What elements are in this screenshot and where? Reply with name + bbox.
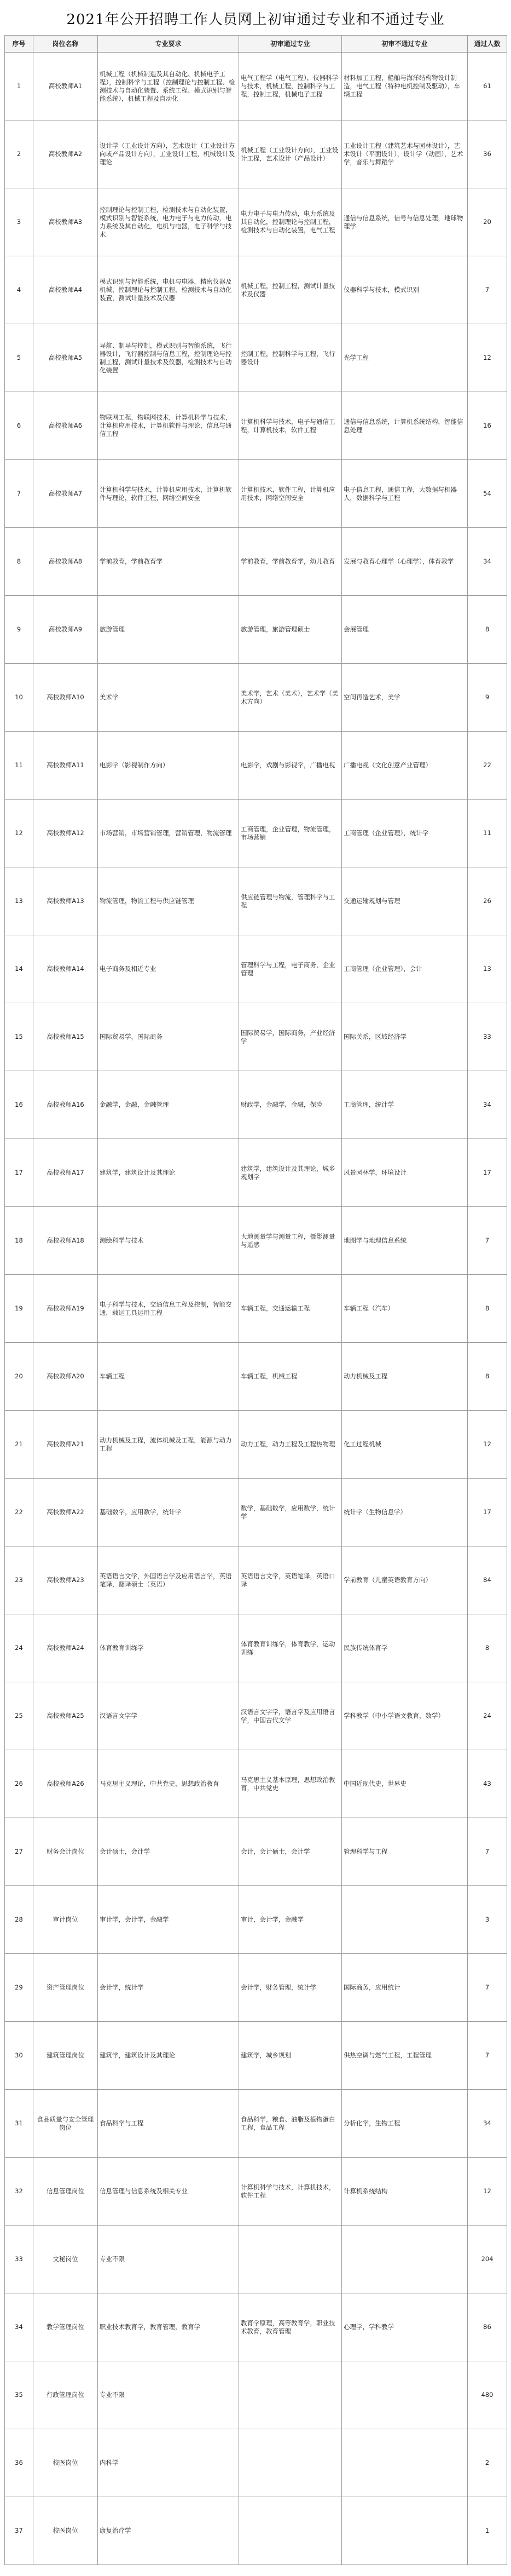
post-name: 高校教师A13 bbox=[33, 867, 98, 935]
row-index: 11 bbox=[5, 732, 33, 800]
post-name: 校医岗位 bbox=[33, 2497, 98, 2565]
table-row bbox=[5, 2090, 507, 2158]
failed-majors: 光学工程 bbox=[342, 324, 468, 392]
pass-count: 34 bbox=[468, 528, 507, 596]
major-requirement: 美术学 bbox=[98, 664, 239, 732]
major-requirement: 内科学 bbox=[98, 2429, 239, 2497]
major-requirement: 机械工程（机械制造及其自动化、机械电子工程），控制科学与工程（控制理论与控制工程、检测技术与自动化装置、系统工程、模式识别与智能系统），机械工程及自动化 bbox=[98, 53, 239, 120]
row-index: 22 bbox=[5, 1479, 33, 1546]
passed-majors: 体育教育训练学，体育教学，运动训练 bbox=[239, 1614, 342, 1682]
row-index: 33 bbox=[5, 2226, 33, 2293]
passed-majors bbox=[239, 2429, 342, 2497]
post-name: 建筑管理岗位 bbox=[33, 2022, 98, 2090]
major-requirement: 信息管理与信息系统及相关专业 bbox=[98, 2158, 239, 2226]
row-index: 32 bbox=[5, 2158, 33, 2226]
pass-count: 12 bbox=[468, 324, 507, 392]
passed-majors: 数学，基础数学，应用数学，统计学 bbox=[239, 1479, 342, 1546]
passed-majors: 大地测量学与测量工程，摄影测量与遥感 bbox=[239, 1207, 342, 1275]
table-row bbox=[5, 324, 507, 392]
passed-majors: 机械工程（工业设计方向），工业设计工程，艺术设计（产品设计） bbox=[239, 120, 342, 188]
major-requirement: 市场营销，市场营销管理，营销管理，物流管理 bbox=[98, 800, 239, 867]
row-index: 1 bbox=[5, 53, 33, 120]
failed-majors: 供热空调与燃气工程，工程管理 bbox=[342, 2022, 468, 2090]
results-table bbox=[4, 35, 507, 2565]
major-requirement: 食品科学与工程 bbox=[98, 2090, 239, 2158]
table-row bbox=[5, 1071, 507, 1139]
passed-majors: 电影学，戏剧与影视学，广播电视 bbox=[239, 732, 342, 800]
pass-count: 8 bbox=[468, 1614, 507, 1682]
row-index: 36 bbox=[5, 2429, 33, 2497]
post-name: 高校教师A18 bbox=[33, 1207, 98, 1275]
table-row bbox=[5, 1546, 507, 1614]
major-requirement: 会计硕士，会计学 bbox=[98, 1818, 239, 1886]
failed-majors: 动力机械及工程 bbox=[342, 1343, 468, 1411]
passed-majors: 供应链管理与物流，管理科学与工程 bbox=[239, 867, 342, 935]
passed-majors: 车辆工程，机械工程 bbox=[239, 1343, 342, 1411]
major-requirement: 金融学，金融，金融管理 bbox=[98, 1071, 239, 1139]
table-row bbox=[5, 2497, 507, 2565]
post-name: 高校教师A9 bbox=[33, 596, 98, 664]
failed-majors: 地图学与地理信息系统 bbox=[342, 1207, 468, 1275]
post-name: 财务会计岗位 bbox=[33, 1818, 98, 1886]
row-index: 14 bbox=[5, 935, 33, 1003]
table-row bbox=[5, 1411, 507, 1479]
table-row bbox=[5, 2022, 507, 2090]
pass-count: 34 bbox=[468, 2090, 507, 2158]
major-requirement: 专业不限 bbox=[98, 2226, 239, 2293]
row-index: 17 bbox=[5, 1139, 33, 1207]
passed-majors: 学前教育，学前教育学，幼儿教育 bbox=[239, 528, 342, 596]
page-title: 2021年公开招聘工作人员网上初审通过专业和不通过专业 bbox=[66, 12, 445, 28]
passed-majors: 电气工程学（电气工程），仪器科学与技术，机械工程，控制科学与工程，控制工程，机械电子工程 bbox=[239, 53, 342, 120]
major-requirement: 旅游管理 bbox=[98, 596, 239, 664]
major-requirement: 基础数学，应用数学，统计学 bbox=[98, 1479, 239, 1546]
post-name: 高校教师A2 bbox=[33, 120, 98, 188]
failed-majors: 工商管理（企业管理），统计学 bbox=[342, 800, 468, 867]
pass-count: 26 bbox=[468, 867, 507, 935]
failed-majors: 广播电视（文化创意产业管理） bbox=[342, 732, 468, 800]
row-index: 20 bbox=[5, 1343, 33, 1411]
row-index: 26 bbox=[5, 1750, 33, 1818]
header-passed-majors: 初审通过专业 bbox=[239, 36, 342, 53]
table-row bbox=[5, 2158, 507, 2226]
table-row bbox=[5, 664, 507, 732]
pass-count: 34 bbox=[468, 1071, 507, 1139]
table-row bbox=[5, 732, 507, 800]
passed-majors: 食品科学，粮食、油脂及植物蛋白工程，食品工程 bbox=[239, 2090, 342, 2158]
pass-count: 9 bbox=[468, 664, 507, 732]
table-row bbox=[5, 1275, 507, 1343]
post-name: 高校教师A8 bbox=[33, 528, 98, 596]
failed-majors: 计算机系统结构 bbox=[342, 2158, 468, 2226]
failed-majors bbox=[342, 1886, 468, 1954]
major-requirement: 电影学（影视制作方向） bbox=[98, 732, 239, 800]
table-row bbox=[5, 256, 507, 324]
major-requirement: 国际贸易学，国际商务 bbox=[98, 1003, 239, 1071]
post-name: 高校教师A11 bbox=[33, 732, 98, 800]
table-row bbox=[5, 2429, 507, 2497]
pass-count: 54 bbox=[468, 460, 507, 528]
pass-count: 7 bbox=[468, 2022, 507, 2090]
post-name: 高校教师A25 bbox=[33, 1682, 98, 1750]
failed-majors: 材料加工工程，船舶与海洋结构物设计制造，电气工程（特种电机控制及驱动），车辆工程 bbox=[342, 53, 468, 120]
failed-majors: 工商管理，统计学 bbox=[342, 1071, 468, 1139]
failed-majors: 民族传统体育学 bbox=[342, 1614, 468, 1682]
row-index: 5 bbox=[5, 324, 33, 392]
post-name: 高校教师A24 bbox=[33, 1614, 98, 1682]
row-index: 15 bbox=[5, 1003, 33, 1071]
passed-majors: 美术学，艺术（美术），艺术学（美术方向） bbox=[239, 664, 342, 732]
pass-count: 480 bbox=[468, 2361, 507, 2429]
pass-count: 11 bbox=[468, 800, 507, 867]
row-index: 6 bbox=[5, 392, 33, 460]
row-index: 37 bbox=[5, 2497, 33, 2565]
post-name: 高校教师A3 bbox=[33, 188, 98, 256]
table-row bbox=[5, 1479, 507, 1546]
failed-majors bbox=[342, 2226, 468, 2293]
failed-majors: 通信与信息系统，信号与信息处理，地球物理学 bbox=[342, 188, 468, 256]
row-index: 31 bbox=[5, 2090, 33, 2158]
row-index: 30 bbox=[5, 2022, 33, 2090]
major-requirement: 审计学，会计学，金融学 bbox=[98, 1886, 239, 1954]
post-name: 文秘岗位 bbox=[33, 2226, 98, 2293]
table-row bbox=[5, 1818, 507, 1886]
table-row bbox=[5, 1343, 507, 1411]
failed-majors: 发展与教育心理学（心理学），体育教学 bbox=[342, 528, 468, 596]
pass-count: 7 bbox=[468, 1954, 507, 2022]
header-index: 序号 bbox=[5, 36, 33, 53]
post-name: 高校教师A16 bbox=[33, 1071, 98, 1139]
header-requirement: 专业要求 bbox=[98, 36, 239, 53]
table-row bbox=[5, 1682, 507, 1750]
passed-majors: 财政学，金融学，金融，保险 bbox=[239, 1071, 342, 1139]
failed-majors bbox=[342, 2361, 468, 2429]
failed-majors: 风景园林学，环境设计 bbox=[342, 1139, 468, 1207]
post-name: 高校教师A5 bbox=[33, 324, 98, 392]
pass-count: 20 bbox=[468, 188, 507, 256]
major-requirement: 职业技术教育学，教育管理，教育学 bbox=[98, 2293, 239, 2361]
table-row bbox=[5, 460, 507, 528]
pass-count: 1 bbox=[468, 2497, 507, 2565]
major-requirement: 专业不限 bbox=[98, 2361, 239, 2429]
row-index: 19 bbox=[5, 1275, 33, 1343]
pass-count: 3 bbox=[468, 1886, 507, 1954]
major-requirement: 体育教育训练学 bbox=[98, 1614, 239, 1682]
major-requirement: 建筑学，建筑设计及其理论 bbox=[98, 2022, 239, 2090]
passed-majors: 建筑学，城乡规划 bbox=[239, 2022, 342, 2090]
row-index: 4 bbox=[5, 256, 33, 324]
failed-majors: 国际商务，应用统计 bbox=[342, 1954, 468, 2022]
table-row bbox=[5, 1003, 507, 1071]
failed-majors: 会展管理 bbox=[342, 596, 468, 664]
failed-majors bbox=[342, 2497, 468, 2565]
major-requirement: 导航、制导与控制，模式识别与智能系统，飞行器设计，飞行器控制与信息工程，控制理论与控制工程，测试计量技术及仪器，检测技术与自动化装置 bbox=[98, 324, 239, 392]
row-index: 29 bbox=[5, 1954, 33, 2022]
failed-majors: 仪器科学与技术，模式识别 bbox=[342, 256, 468, 324]
passed-majors bbox=[239, 2497, 342, 2565]
major-requirement: 控制理论与控制工程，检测技术与自动化装置，模式识别与智能系统，电力电子与电力传动，电力系统及其自动化，电机与电器，电子科学与技术 bbox=[98, 188, 239, 256]
post-name: 高校教师A26 bbox=[33, 1750, 98, 1818]
major-requirement: 测绘科学与技术 bbox=[98, 1207, 239, 1275]
table-body bbox=[5, 53, 507, 2565]
row-index: 10 bbox=[5, 664, 33, 732]
passed-majors: 计算机技术，软件工程，计算机应用技术，网络空间安全 bbox=[239, 460, 342, 528]
row-index: 24 bbox=[5, 1614, 33, 1682]
post-name: 高校教师A14 bbox=[33, 935, 98, 1003]
post-name: 信息管理岗位 bbox=[33, 2158, 98, 2226]
passed-majors: 会计，会计硕士，会计学 bbox=[239, 1818, 342, 1886]
failed-majors: 分析化学，生物工程 bbox=[342, 2090, 468, 2158]
row-index: 12 bbox=[5, 800, 33, 867]
pass-count: 13 bbox=[468, 935, 507, 1003]
post-name: 高校教师A12 bbox=[33, 800, 98, 867]
pass-count: 17 bbox=[468, 1139, 507, 1207]
major-requirement: 计算机科学与技术，计算机应用技术，计算机软件与理论，软件工程，网络空间安全 bbox=[98, 460, 239, 528]
post-name: 高校教师A17 bbox=[33, 1139, 98, 1207]
major-requirement: 动力机械及工程，流体机械及工程，能源与动力工程 bbox=[98, 1411, 239, 1479]
row-index: 27 bbox=[5, 1818, 33, 1886]
row-index: 23 bbox=[5, 1546, 33, 1614]
passed-majors: 建筑学，建筑设计及其理论，城乡规划学 bbox=[239, 1139, 342, 1207]
header-failed-majors: 初审不通过专业 bbox=[342, 36, 468, 53]
passed-majors: 机械工程，控制工程，测试计量技术及仪器 bbox=[239, 256, 342, 324]
table-row bbox=[5, 800, 507, 867]
pass-count: 84 bbox=[468, 1546, 507, 1614]
major-requirement: 电子科学与技术，交通信息工程及控制，智能交通，载运工具运用工程 bbox=[98, 1275, 239, 1343]
passed-majors: 车辆工程，交通运输工程 bbox=[239, 1275, 342, 1343]
pass-count: 24 bbox=[468, 1682, 507, 1750]
major-requirement: 建筑学，建筑设计及其理论 bbox=[98, 1139, 239, 1207]
major-requirement: 设计学（工业设计方向），艺术设计（工业设计方向或产品设计方向），工业设计工程，机械设计及理论 bbox=[98, 120, 239, 188]
failed-majors: 学科教学（中小学语文教育，数学） bbox=[342, 1682, 468, 1750]
pass-count: 12 bbox=[468, 1411, 507, 1479]
table-row bbox=[5, 867, 507, 935]
failed-majors: 统计学（生物信息学） bbox=[342, 1479, 468, 1546]
failed-majors: 国际关系，区域经济学 bbox=[342, 1003, 468, 1071]
post-name: 高校教师A20 bbox=[33, 1343, 98, 1411]
passed-majors: 工商管理，企业管理，物流管理，市场营销 bbox=[239, 800, 342, 867]
passed-majors: 审计，会计学，金融学 bbox=[239, 1886, 342, 1954]
pass-count: 33 bbox=[468, 1003, 507, 1071]
post-name: 高校教师A23 bbox=[33, 1546, 98, 1614]
failed-majors: 学前教育（儿童英语教育方向） bbox=[342, 1546, 468, 1614]
passed-majors: 管理科学与工程，电子商务，企业管理 bbox=[239, 935, 342, 1003]
table-row bbox=[5, 1614, 507, 1682]
passed-majors: 旅游管理，旅游管理硕士 bbox=[239, 596, 342, 664]
table-row bbox=[5, 53, 507, 120]
table-row bbox=[5, 1750, 507, 1818]
failed-majors: 管理科学与工程 bbox=[342, 1818, 468, 1886]
major-requirement: 电子商务及相近专业 bbox=[98, 935, 239, 1003]
table-row bbox=[5, 528, 507, 596]
pass-count: 36 bbox=[468, 120, 507, 188]
table-row bbox=[5, 935, 507, 1003]
major-requirement: 会计学，统计学 bbox=[98, 1954, 239, 2022]
post-name: 高校教师A10 bbox=[33, 664, 98, 732]
major-requirement: 康复治疗学 bbox=[98, 2497, 239, 2565]
pass-count: 17 bbox=[468, 1479, 507, 1546]
major-requirement: 英语语言文学，外国语言学及应用语言学，英语笔译，翻译硕士（英语） bbox=[98, 1546, 239, 1614]
post-name: 教学管理岗位 bbox=[33, 2293, 98, 2361]
row-index: 25 bbox=[5, 1682, 33, 1750]
pass-count: 86 bbox=[468, 2293, 507, 2361]
table-row bbox=[5, 1954, 507, 2022]
header-post: 岗位名称 bbox=[33, 36, 98, 53]
pass-count: 204 bbox=[468, 2226, 507, 2293]
passed-majors: 计算机科学与技术，计算机技术，软件工程 bbox=[239, 2158, 342, 2226]
failed-majors: 化工过程机械 bbox=[342, 1411, 468, 1479]
table-row bbox=[5, 1139, 507, 1207]
post-name: 高校教师A1 bbox=[33, 53, 98, 120]
table-header-row bbox=[5, 36, 507, 53]
row-index: 28 bbox=[5, 1886, 33, 1954]
pass-count: 16 bbox=[468, 392, 507, 460]
passed-majors bbox=[239, 2226, 342, 2293]
row-index: 3 bbox=[5, 188, 33, 256]
post-name: 高校教师A7 bbox=[33, 460, 98, 528]
pass-count: 7 bbox=[468, 1818, 507, 1886]
passed-majors: 动力工程，动力工程及工程热物理 bbox=[239, 1411, 342, 1479]
passed-majors: 控制工程，控制科学与工程，飞行器设计 bbox=[239, 324, 342, 392]
passed-majors: 电力电子与电力传动，电力系统及其自动化，控制理论与控制工程，检测技术与自动化装置，电气工程 bbox=[239, 188, 342, 256]
table-row bbox=[5, 596, 507, 664]
passed-majors bbox=[239, 2361, 342, 2429]
pass-count: 2 bbox=[468, 2429, 507, 2497]
row-index: 35 bbox=[5, 2361, 33, 2429]
table-row bbox=[5, 120, 507, 188]
row-index: 21 bbox=[5, 1411, 33, 1479]
post-name: 食品质量与安全管理岗位 bbox=[33, 2090, 98, 2158]
table-row bbox=[5, 188, 507, 256]
pass-count: 61 bbox=[468, 53, 507, 120]
failed-majors: 交通运输规划与管理 bbox=[342, 867, 468, 935]
major-requirement: 汉语言文字学 bbox=[98, 1682, 239, 1750]
table-row bbox=[5, 1886, 507, 1954]
post-name: 行政管理岗位 bbox=[33, 2361, 98, 2429]
major-requirement: 模式识别与智能系统，电机与电器，精密仪器及机械，控制理论与控制工程，检测技术与自动化装置，测试计量技术及仪器 bbox=[98, 256, 239, 324]
failed-majors: 车辆工程（汽车） bbox=[342, 1275, 468, 1343]
passed-majors: 马克思主义基本原理，思想政治教育，中共党史 bbox=[239, 1750, 342, 1818]
post-name: 审计岗位 bbox=[33, 1886, 98, 1954]
failed-majors: 电子信息工程，通信工程，大数据与机器人，数据科学与工程 bbox=[342, 460, 468, 528]
post-name: 高校教师A15 bbox=[33, 1003, 98, 1071]
major-requirement: 物流管理，物流工程与供应链管理 bbox=[98, 867, 239, 935]
table-row bbox=[5, 2361, 507, 2429]
header-pass-count: 通过人数 bbox=[468, 36, 507, 53]
row-index: 8 bbox=[5, 528, 33, 596]
failed-majors bbox=[342, 2429, 468, 2497]
row-index: 13 bbox=[5, 867, 33, 935]
major-requirement: 学前教育，学前教育学 bbox=[98, 528, 239, 596]
failed-majors: 空间再造艺术，美学 bbox=[342, 664, 468, 732]
passed-majors: 英语语言文学，英语笔译，英语口译 bbox=[239, 1546, 342, 1614]
pass-count: 43 bbox=[468, 1750, 507, 1818]
table-row bbox=[5, 2226, 507, 2293]
failed-majors: 工商管理（企业管理），会计 bbox=[342, 935, 468, 1003]
passed-majors: 会计学，财务管理，统计学 bbox=[239, 1954, 342, 2022]
post-name: 资产管理岗位 bbox=[33, 1954, 98, 2022]
row-index: 16 bbox=[5, 1071, 33, 1139]
pass-count: 7 bbox=[468, 1207, 507, 1275]
row-index: 7 bbox=[5, 460, 33, 528]
failed-majors: 通信与信息系统，计算机系统结构，智能信息处理 bbox=[342, 392, 468, 460]
pass-count: 12 bbox=[468, 2158, 507, 2226]
failed-majors: 心理学，学科教学 bbox=[342, 2293, 468, 2361]
post-name: 校医岗位 bbox=[33, 2429, 98, 2497]
post-name: 高校教师A19 bbox=[33, 1275, 98, 1343]
pass-count: 8 bbox=[468, 1275, 507, 1343]
row-index: 2 bbox=[5, 120, 33, 188]
pass-count: 7 bbox=[468, 256, 507, 324]
failed-majors: 工业设计工程（建筑艺术与园林设计），艺术设计（平面设计），设计学（动画），艺术学，音乐与舞蹈学 bbox=[342, 120, 468, 188]
post-name: 高校教师A22 bbox=[33, 1479, 98, 1546]
row-index: 34 bbox=[5, 2293, 33, 2361]
passed-majors: 计算机科学与技术，电子与通信工程，计算机技术，软件工程 bbox=[239, 392, 342, 460]
passed-majors: 汉语言文字学，语言学及应用语言学，中国古代文学 bbox=[239, 1682, 342, 1750]
passed-majors: 国际贸易学，国际商务，产业经济学 bbox=[239, 1003, 342, 1071]
row-index: 18 bbox=[5, 1207, 33, 1275]
table-row bbox=[5, 392, 507, 460]
row-index: 9 bbox=[5, 596, 33, 664]
pass-count: 8 bbox=[468, 596, 507, 664]
passed-majors: 教育学原理，高等教育学，职业技术教育，教育管理 bbox=[239, 2293, 342, 2361]
major-requirement: 物联网工程，物联网技术，计算机科学与技术，计算机应用技术，计算机软件与理论，信息与通信工程 bbox=[98, 392, 239, 460]
table-row bbox=[5, 1207, 507, 1275]
table-row bbox=[5, 2293, 507, 2361]
pass-count: 22 bbox=[468, 732, 507, 800]
post-name: 高校教师A4 bbox=[33, 256, 98, 324]
post-name: 高校教师A6 bbox=[33, 392, 98, 460]
post-name: 高校教师A21 bbox=[33, 1411, 98, 1479]
major-requirement: 车辆工程 bbox=[98, 1343, 239, 1411]
major-requirement: 马克思主义理论，中共党史，思想政治教育 bbox=[98, 1750, 239, 1818]
failed-majors: 中国近现代史，世界史 bbox=[342, 1750, 468, 1818]
pass-count: 8 bbox=[468, 1343, 507, 1411]
